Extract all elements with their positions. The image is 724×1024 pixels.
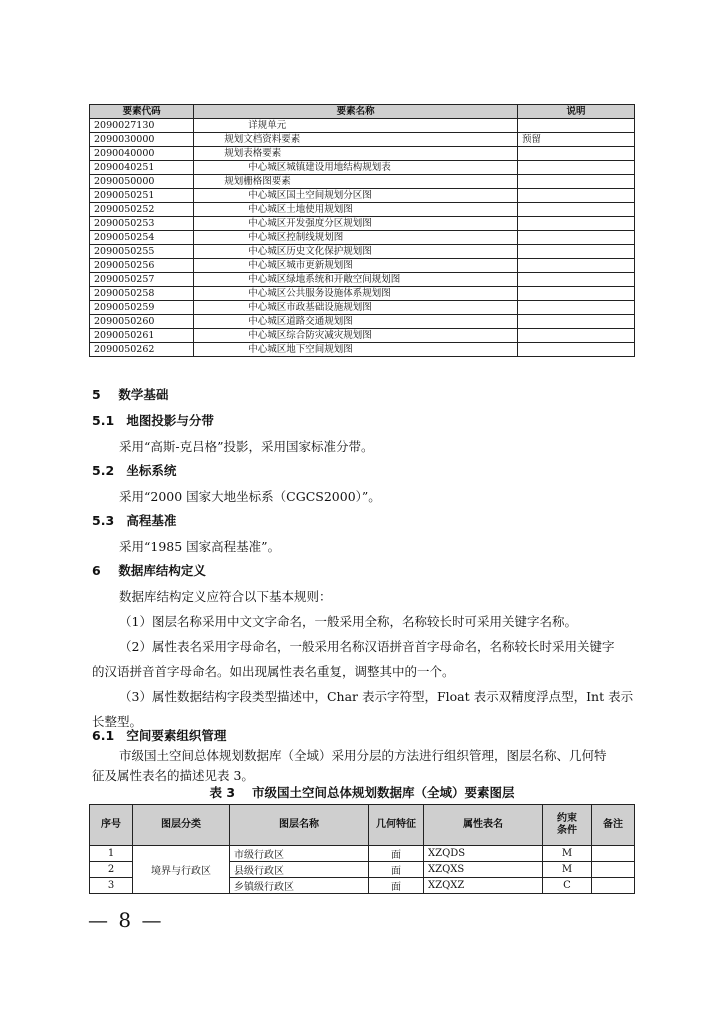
page-number: — 8 — bbox=[88, 908, 164, 932]
note-cell bbox=[518, 343, 635, 357]
section-6-rule-2-line-2: 的汉语拼音首字母命名。如出现属性表名重复，调整其中的一个。 bbox=[92, 664, 455, 679]
header-attr-table: 属性表名 bbox=[424, 805, 543, 846]
note-cell bbox=[518, 161, 635, 175]
constraint-cell: M bbox=[543, 862, 592, 878]
layer-name-cell: 市级行政区 bbox=[230, 846, 369, 862]
table-header-row bbox=[90, 105, 635, 119]
section-6-heading: 6 数据库结构定义 bbox=[92, 563, 206, 578]
name-cell: 规划栅格图要素 bbox=[194, 175, 518, 189]
name-cell: 中心城区城市更新规划图 bbox=[194, 259, 518, 273]
section-6-rule-3-line-1: （3）属性数据结构字段类型描述中，Char 表示字符型，Float 表示双精度浮点型，Int 表示 bbox=[119, 689, 634, 704]
name-cell: 中心城区地下空间规划图 bbox=[194, 343, 518, 357]
remark-cell bbox=[592, 862, 635, 878]
header-category: 图层分类 bbox=[133, 805, 230, 846]
section-5-1-heading: 5.1 地图投影与分带 bbox=[92, 413, 214, 428]
header-geometry: 几何特征 bbox=[369, 805, 424, 846]
code-cell: 2090050260 bbox=[90, 315, 194, 329]
code-cell: 2090050254 bbox=[90, 231, 194, 245]
category-cell: 境界与行政区 bbox=[133, 846, 230, 894]
remark-cell bbox=[592, 846, 635, 862]
name-cell: 中心城区道路交通规划图 bbox=[194, 315, 518, 329]
table-header-row bbox=[90, 805, 635, 846]
name-cell: 详规单元 bbox=[194, 119, 518, 133]
section-6-1-text-line-2: 征及属性表名的描述见表 3。 bbox=[92, 768, 254, 783]
note-cell bbox=[518, 259, 635, 273]
code-cell: 2090050000 bbox=[90, 175, 194, 189]
table-row bbox=[90, 273, 635, 287]
code-cell: 2090030000 bbox=[90, 133, 194, 147]
no-cell: 3 bbox=[90, 878, 133, 894]
table-row bbox=[90, 119, 635, 133]
table-row bbox=[90, 161, 635, 175]
section-6-rule-2-line-1: （2）属性表名采用字母命名，一般采用名称汉语拼音首字母命名，名称较长时采用关键字 bbox=[119, 639, 615, 654]
no-cell: 2 bbox=[90, 862, 133, 878]
header-name: 要素名称 bbox=[194, 105, 518, 119]
table-row bbox=[90, 231, 635, 245]
table-row bbox=[90, 287, 635, 301]
name-cell: 中心城区市政基础设施规划图 bbox=[194, 301, 518, 315]
note-cell bbox=[518, 231, 635, 245]
table-row bbox=[90, 343, 635, 357]
section-5-2-text: 采用“2000 国家大地坐标系（CGCS2000）”。 bbox=[119, 489, 381, 504]
code-cell: 2090050252 bbox=[90, 203, 194, 217]
section-6-rule-1: （1）图层名称采用中文文字命名，一般采用全称，名称较长时可采用关键字名称。 bbox=[119, 614, 577, 629]
geometry-cell: 面 bbox=[369, 862, 424, 878]
note-cell: 预留 bbox=[518, 133, 635, 147]
name-cell: 中心城区城镇建设用地结构规划表 bbox=[194, 161, 518, 175]
note-cell bbox=[518, 301, 635, 315]
table-row bbox=[90, 147, 635, 161]
table-3-caption: 表 3 市级国土空间总体规划数据库（全域）要素图层 bbox=[209, 785, 515, 800]
attr-table-cell: XZQDS bbox=[424, 846, 543, 862]
layer-name-cell: 乡镇级行政区 bbox=[230, 878, 369, 894]
layer-name-cell: 县级行政区 bbox=[230, 862, 369, 878]
header-no: 序号 bbox=[90, 805, 133, 846]
code-cell: 2090040251 bbox=[90, 161, 194, 175]
name-cell: 规划文档资料要素 bbox=[194, 133, 518, 147]
header-note: 说明 bbox=[518, 105, 635, 119]
attr-table-cell: XZQXZ bbox=[424, 878, 543, 894]
name-cell: 规划表格要素 bbox=[194, 147, 518, 161]
note-cell bbox=[518, 203, 635, 217]
note-cell bbox=[518, 175, 635, 189]
element-code-table-body bbox=[90, 119, 635, 357]
table-row bbox=[90, 133, 635, 147]
layer-table bbox=[89, 804, 635, 894]
header-constraint: 约束 条件 bbox=[543, 805, 592, 846]
section-5-3-heading: 5.3 高程基准 bbox=[92, 513, 177, 528]
code-cell: 2090050262 bbox=[90, 343, 194, 357]
remark-cell bbox=[592, 878, 635, 894]
note-cell bbox=[518, 147, 635, 161]
note-cell bbox=[518, 189, 635, 203]
code-cell: 2090040000 bbox=[90, 147, 194, 161]
code-cell: 2090027130 bbox=[90, 119, 194, 133]
table-row bbox=[90, 301, 635, 315]
table-row bbox=[90, 846, 635, 862]
section-5-heading: 5 数学基础 bbox=[92, 387, 169, 402]
section-5-1-text: 采用“高斯-克吕格”投影，采用国家标准分带。 bbox=[119, 439, 374, 454]
code-cell: 2090050259 bbox=[90, 301, 194, 315]
attr-table-cell: XZQXS bbox=[424, 862, 543, 878]
code-cell: 2090050261 bbox=[90, 329, 194, 343]
section-6-1-heading: 6.1 空间要素组织管理 bbox=[92, 728, 227, 743]
constraint-cell: C bbox=[543, 878, 592, 894]
table-row bbox=[90, 189, 635, 203]
section-6-intro: 数据库结构定义应符合以下基本规则： bbox=[119, 589, 332, 604]
name-cell: 中心城区控制线规划图 bbox=[194, 231, 518, 245]
table-row bbox=[90, 245, 635, 259]
header-remark: 备注 bbox=[592, 805, 635, 846]
note-cell bbox=[518, 245, 635, 259]
name-cell: 中心城区土地使用规划图 bbox=[194, 203, 518, 217]
section-5-2-heading: 5.2 坐标系统 bbox=[92, 463, 177, 478]
note-cell bbox=[518, 217, 635, 231]
table-row bbox=[90, 203, 635, 217]
code-cell: 2090050257 bbox=[90, 273, 194, 287]
geometry-cell: 面 bbox=[369, 846, 424, 862]
name-cell: 中心城区开发强度分区规划图 bbox=[194, 217, 518, 231]
code-cell: 2090050258 bbox=[90, 287, 194, 301]
note-cell bbox=[518, 329, 635, 343]
name-cell: 中心城区综合防灾减灾规划图 bbox=[194, 329, 518, 343]
code-cell: 2090050251 bbox=[90, 189, 194, 203]
section-6-1-text-line-1: 市级国土空间总体规划数据库（全域）采用分层的方法进行组织管理，图层名称、几何特 bbox=[119, 748, 607, 763]
name-cell: 中心城区绿地系统和开敞空间规划图 bbox=[194, 273, 518, 287]
header-code: 要素代码 bbox=[90, 105, 194, 119]
table-row bbox=[90, 175, 635, 189]
section-5-3-text: 采用“1985 国家高程基准”。 bbox=[119, 539, 281, 554]
table-row bbox=[90, 217, 635, 231]
name-cell: 中心城区国土空间规划分区图 bbox=[194, 189, 518, 203]
geometry-cell: 面 bbox=[369, 878, 424, 894]
section-6-rule-3-line-2: 长整型。 bbox=[92, 714, 143, 729]
no-cell: 1 bbox=[90, 846, 133, 862]
element-code-table bbox=[89, 104, 635, 357]
name-cell: 中心城区历史文化保护规划图 bbox=[194, 245, 518, 259]
note-cell bbox=[518, 287, 635, 301]
table-row bbox=[90, 259, 635, 273]
code-cell: 2090050256 bbox=[90, 259, 194, 273]
note-cell bbox=[518, 273, 635, 287]
header-layer-name: 图层名称 bbox=[230, 805, 369, 846]
name-cell: 中心城区公共服务设施体系规划图 bbox=[194, 287, 518, 301]
note-cell bbox=[518, 315, 635, 329]
layer-table-body bbox=[90, 846, 635, 894]
table-row bbox=[90, 315, 635, 329]
note-cell bbox=[518, 119, 635, 133]
table-row bbox=[90, 329, 635, 343]
constraint-cell: M bbox=[543, 846, 592, 862]
code-cell: 2090050255 bbox=[90, 245, 194, 259]
code-cell: 2090050253 bbox=[90, 217, 194, 231]
